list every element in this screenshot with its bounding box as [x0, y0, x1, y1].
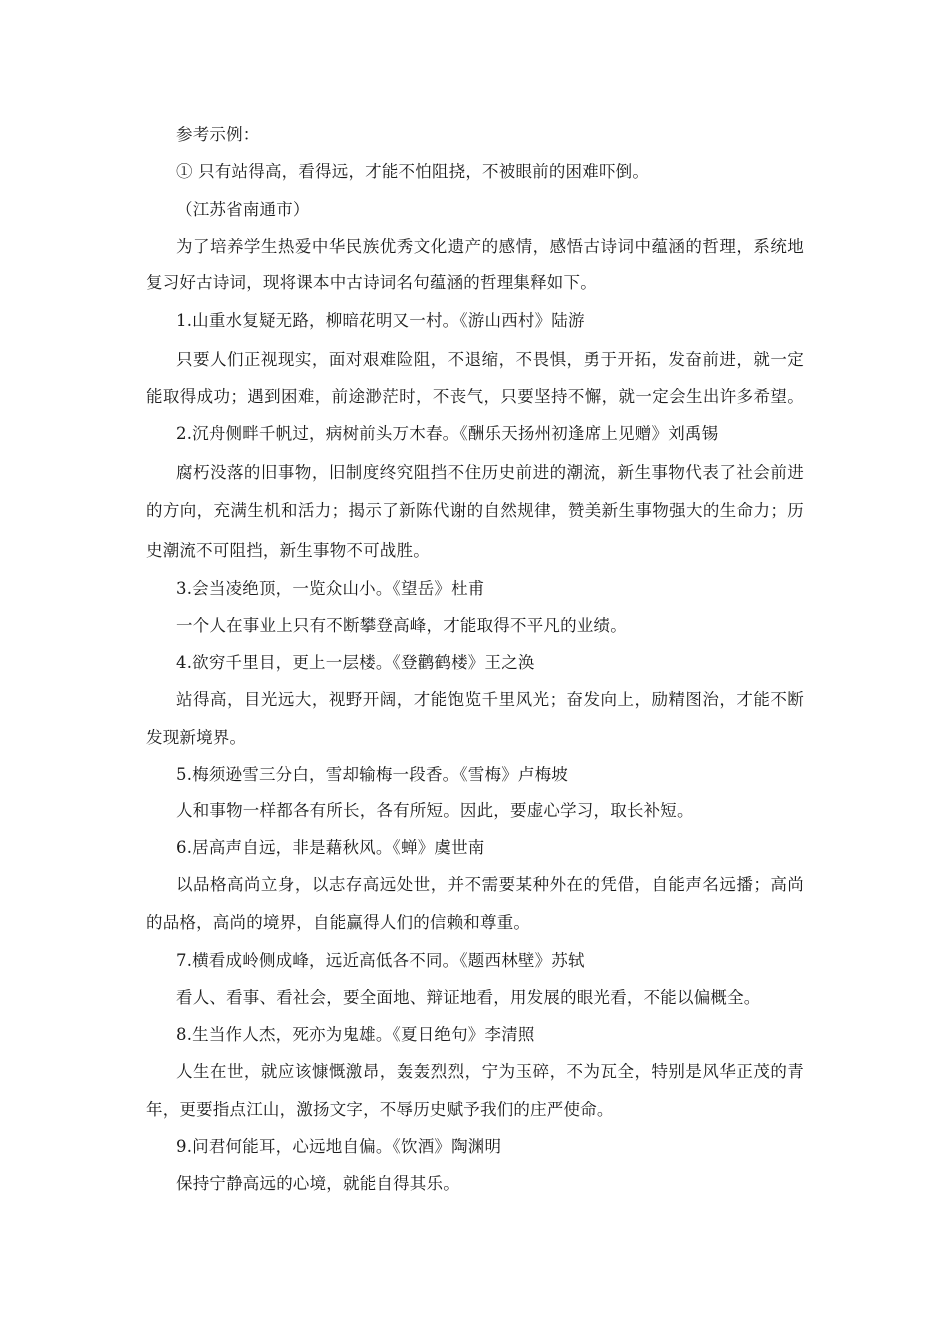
- explanation-line: 发现新境界。: [146, 728, 247, 747]
- source-region: （江苏省南通市）: [176, 200, 310, 219]
- poem-line-8: 8.生当作人杰，死亦为鬼雄。《夏日绝句》李清照: [176, 1025, 535, 1044]
- explanation-line: 的方向，充满生机和活力；揭示了新陈代谢的自然规律，赞美新生事物强大的生命力；历: [146, 501, 804, 520]
- poem-line-7: 7.横看成岭侧成峰，远近高低各不同。《题西林壁》苏轼: [176, 951, 585, 970]
- explanation-line: 史潮流不可阻挡，新生事物不可战胜。: [146, 541, 430, 560]
- explanation-line: 看人、看事、看社会，要全面地、辩证地看，用发展的眼光看，不能以偏概全。: [176, 988, 761, 1007]
- poem-line-5: 5.梅须逊雪三分白，雪却输梅一段香。《雪梅》卢梅坡: [176, 765, 568, 784]
- poem-line-9: 9.问君何能耳，心远地自偏。《饮酒》陶渊明: [176, 1137, 502, 1156]
- intro-paragraph-line: 复习好古诗词，现将课本中古诗词名句蕴涵的哲理集释如下。: [146, 273, 597, 292]
- explanation-line: 能取得成功；遇到困难，前途渺茫时，不丧气，只要坚持不懈，就一定会生出许多希望。: [146, 387, 804, 406]
- explanation-line: 的品格，高尚的境界，自能赢得人们的信赖和尊重。: [146, 913, 531, 932]
- explanation-line: 只要人们正视现实，面对艰难险阻，不退缩，不畏惧，勇于开拓，发奋前进，就一定: [176, 350, 804, 369]
- explanation-line: 一个人在事业上只有不断攀登高峰，才能取得不平凡的业绩。: [176, 616, 627, 635]
- explanation-line: 以品格高尚立身，以志存高远处世，并不需要某种外在的凭借，自能声名远播；高尚: [176, 875, 804, 894]
- explanation-line: 保持宁静高远的心境，就能自得其乐。: [176, 1174, 460, 1193]
- poem-line-4: 4.欲穷千里目，更上一层楼。《登鹳鹤楼》王之涣: [176, 653, 535, 672]
- explanation-line: 年，更要指点江山，激扬文字，不辱历史赋予我们的庄严使命。: [146, 1100, 614, 1119]
- explanation-line: 人生在世，就应该慷慨激昂，轰轰烈烈，宁为玉碎，不为瓦全，特别是风华正茂的青: [176, 1062, 804, 1081]
- intro-paragraph-line: 为了培养学生热爱中华民族优秀文化遗产的感情，感悟古诗词中蕴涵的哲理，系统地: [176, 237, 804, 256]
- poem-line-6: 6.居高声自远，非是藉秋风。《蝉》虞世南: [176, 838, 485, 857]
- reference-example-heading: 参考示例：: [176, 125, 260, 144]
- explanation-line: 人和事物一样都各有所长，各有所短。因此，要虚心学习，取长补短。: [176, 801, 694, 820]
- poem-line-1: 1.山重水复疑无路，柳暗花明又一村。《游山西村》陆游: [176, 311, 585, 330]
- poem-line-2: 2.沉舟侧畔千帆过，病树前头万木春。《酬乐天扬州初逢席上见赠》刘禹锡: [176, 424, 719, 443]
- example-answer: ① 只有站得高，看得远，才能不怕阻挠，不被眼前的困难吓倒。: [176, 162, 650, 181]
- poem-line-3: 3.会当凌绝顶，一览众山小。《望岳》杜甫: [176, 579, 485, 598]
- explanation-line: 腐朽没落的旧事物，旧制度终究阻挡不住历史前进的潮流，新生事物代表了社会前进: [176, 463, 804, 482]
- explanation-line: 站得高，目光远大，视野开阔，才能饱览千里风光；奋发向上，励精图治，才能不断: [176, 690, 804, 709]
